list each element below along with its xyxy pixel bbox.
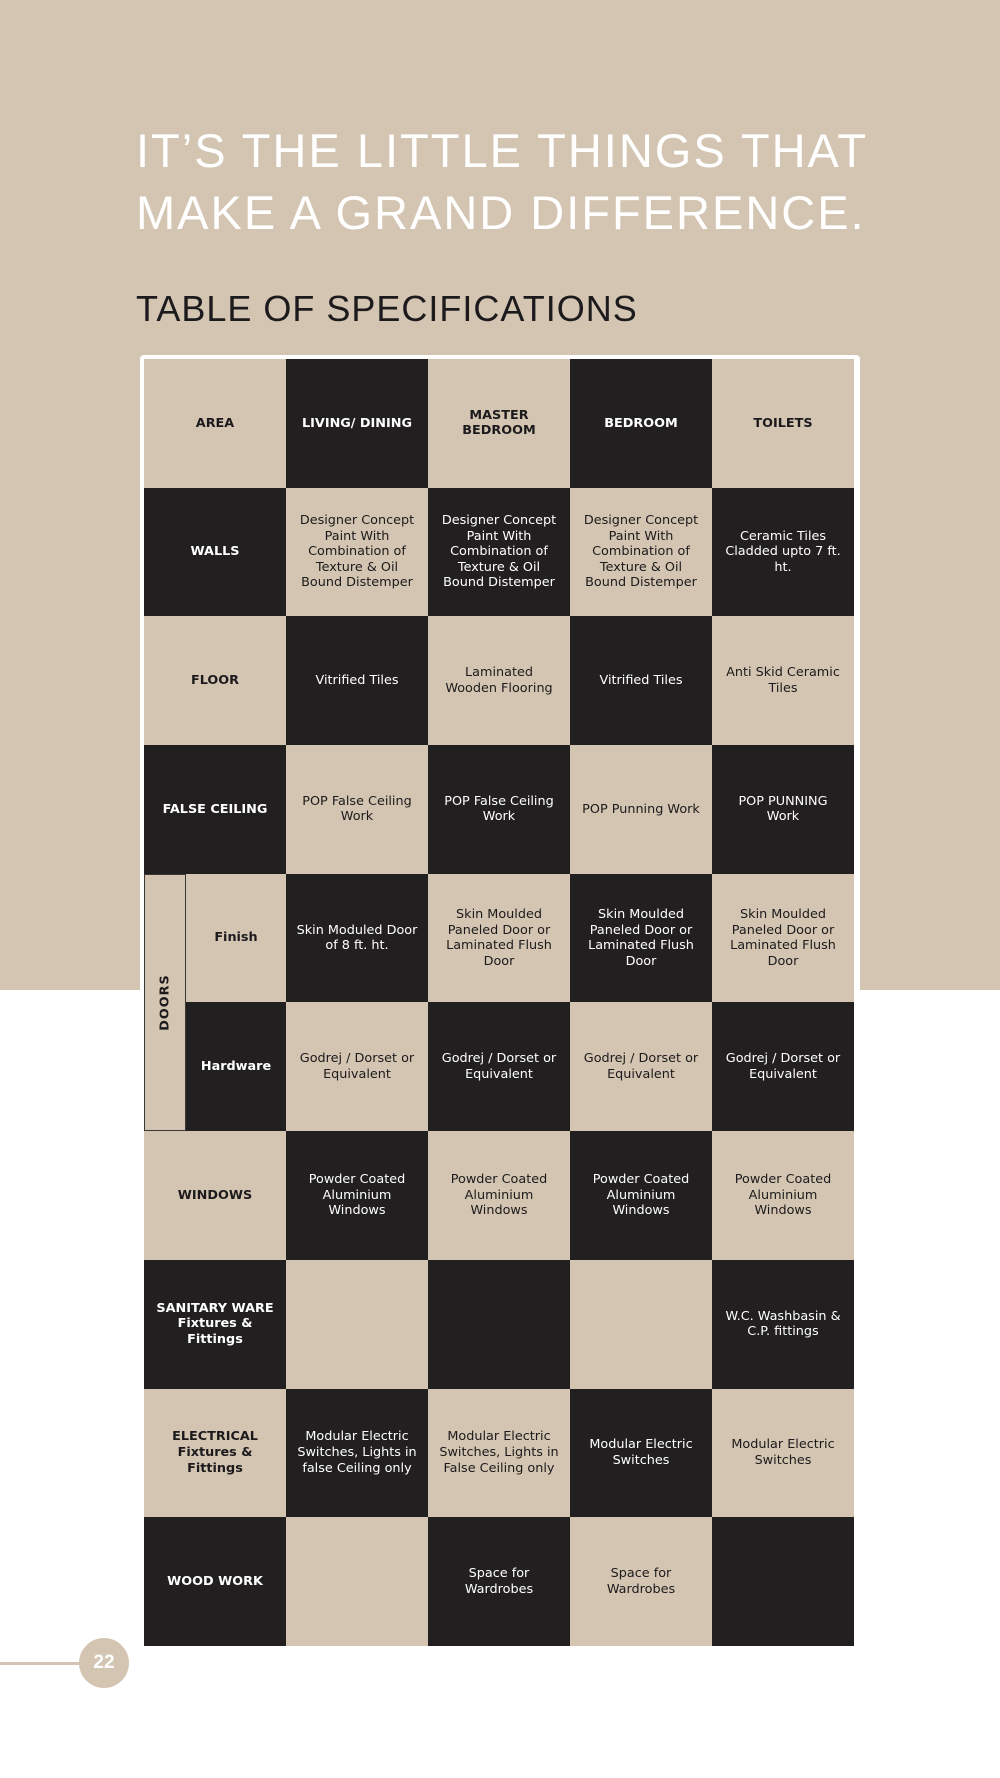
windows-bedroom: Powder Coated Aluminium Windows: [570, 1131, 712, 1260]
doors-hardware-bedroom: Godrej / Dorset or Equivalent: [570, 1002, 712, 1131]
sanitary-bedroom: [570, 1260, 712, 1389]
false-ceiling-bedroom: POP Punning Work: [570, 745, 712, 874]
page-number: 22: [79, 1638, 129, 1688]
row-label-sanitary-ware: [144, 1260, 286, 1389]
wood-work-toilets: [712, 1517, 854, 1646]
floor-bedroom: Vitrified Tiles: [570, 616, 712, 745]
windows-toilets: Powder Coated Aluminium Windows: [712, 1131, 854, 1260]
sanitary-master-bedroom: [428, 1260, 570, 1389]
windows-living-dining: Powder Coated Aluminium Windows: [286, 1131, 428, 1260]
wood-work-master-bedroom: Space for Wardrobes: [428, 1517, 570, 1646]
floor-living-dining: Vitrified Tiles: [286, 616, 428, 745]
electrical-label-line-2: Fixtures & Fittings: [177, 1445, 253, 1476]
windows-master-bedroom: Powder Coated Aluminium Windows: [428, 1131, 570, 1260]
sanitary-label-line-2: Fixtures & Fittings: [177, 1316, 253, 1347]
false-ceiling-toilets: POP PUNNING Work: [712, 745, 854, 874]
header-living-dining: LIVING/ DINING: [286, 359, 428, 488]
header-bedroom: BEDROOM: [570, 359, 712, 488]
headline-line-1: IT’S THE LITTLE THINGS THAT: [136, 124, 869, 177]
row-label-doors: [144, 874, 286, 1131]
doors-finish-toilets: Skin Moulded Paneled Door or Laminated Flush Door: [712, 874, 854, 1003]
electrical-label-line-1: ELECTRICAL: [172, 1429, 258, 1445]
specifications-table: [144, 359, 854, 1646]
doors-sub-labels: [186, 874, 286, 1131]
walls-master-bedroom: Designer Concept Paint With Combination of Texture & Oil Bound Distemper: [428, 488, 570, 617]
header-area: AREA: [144, 359, 286, 488]
wood-work-living-dining: [286, 1517, 428, 1646]
doors-finish-master-bedroom: Skin Moulded Paneled Door or Laminated Flush Door: [428, 874, 570, 1003]
doors-finish-bedroom: Skin Moulded Paneled Door or Laminated Flush Door: [570, 874, 712, 1003]
doors-hardware-master-bedroom: Godrej / Dorset or Equivalent: [428, 1002, 570, 1131]
row-label-false-ceiling: FALSE CEILING: [144, 745, 286, 874]
doors-hardware-toilets: Godrej / Dorset or Equivalent: [712, 1002, 854, 1131]
row-label-wood-work: WOOD WORK: [144, 1517, 286, 1646]
walls-living-dining: Designer Concept Paint With Combination of Texture & Oil Bound Distemper: [286, 488, 428, 617]
row-label-walls: WALLS: [144, 488, 286, 617]
doors-vertical-label: [144, 874, 186, 1131]
sanitary-living-dining: [286, 1260, 428, 1389]
electrical-living-dining: Modular Electric Switches, Lights in false Ceiling only: [286, 1389, 428, 1518]
walls-bedroom: Designer Concept Paint With Combination of Texture & Oil Bound Distemper: [570, 488, 712, 617]
sanitary-toilets: W.C. Washbasin & C.P. fittings: [712, 1260, 854, 1389]
row-label-floor: FLOOR: [144, 616, 286, 745]
doors-label-text: DOORS: [157, 974, 173, 1031]
sanitary-label-line-1: SANITARY WARE: [156, 1300, 274, 1316]
electrical-master-bedroom: Modular Electric Switches, Lights in False Ceiling only: [428, 1389, 570, 1518]
row-label-doors-hardware: Hardware: [186, 1002, 286, 1131]
headline: [136, 120, 896, 244]
row-label-windows: WINDOWS: [144, 1131, 286, 1260]
floor-master-bedroom: Laminated Wooden Flooring: [428, 616, 570, 745]
section-title: TABLE OF SPECIFICATIONS: [136, 288, 638, 329]
false-ceiling-living-dining: POP False Ceiling Work: [286, 745, 428, 874]
electrical-bedroom: Modular Electric Switches: [570, 1389, 712, 1518]
false-ceiling-master-bedroom: POP False Ceiling Work: [428, 745, 570, 874]
headline-line-2: MAKE A GRAND DIFFERENCE.: [136, 186, 866, 239]
row-label-doors-finish: Finish: [186, 874, 286, 1003]
floor-toilets: Anti Skid Ceramic Tiles: [712, 616, 854, 745]
doors-hardware-living-dining: Godrej / Dorset or Equivalent: [286, 1002, 428, 1131]
walls-toilets: Ceramic Tiles Cladded upto 7 ft. ht.: [712, 488, 854, 617]
row-label-electrical: [144, 1389, 286, 1518]
doors-finish-living-dining: Skin Moduled Door of 8 ft. ht.: [286, 874, 428, 1003]
page-number-rule: [0, 1662, 82, 1665]
electrical-toilets: Modular Electric Switches: [712, 1389, 854, 1518]
header-master-bedroom: MASTER BEDROOM: [428, 359, 570, 488]
wood-work-bedroom: Space for Wardrobes: [570, 1517, 712, 1646]
header-toilets: TOILETS: [712, 359, 854, 488]
